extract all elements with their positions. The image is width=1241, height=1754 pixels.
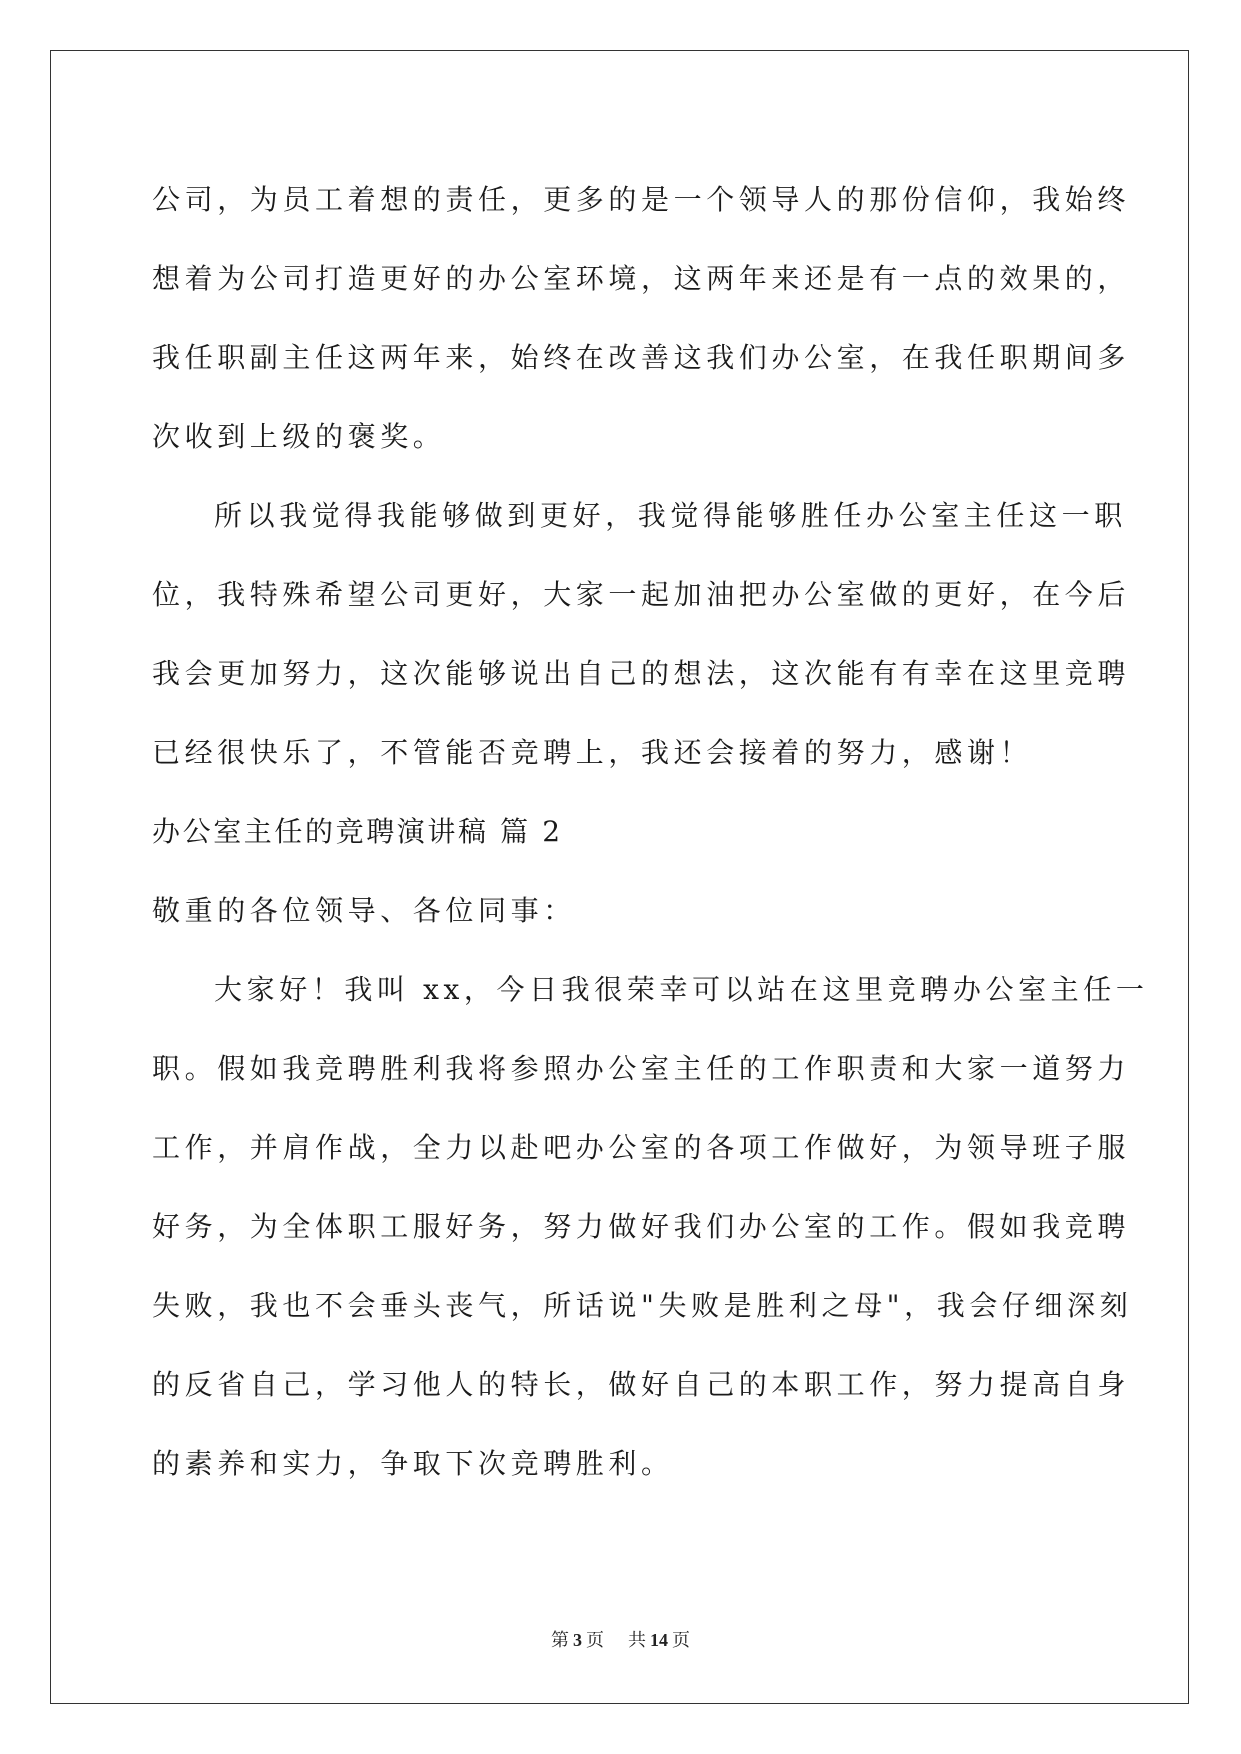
- total-prefix: 共: [628, 1630, 646, 1650]
- text-line: 好务，为全体职工服好务，努力做好我们办公室的工作。假如我竞聘: [152, 1210, 1131, 1243]
- text-line: 想着为公司打造更好的办公室环境，这两年来还是有一点的效果的，: [152, 262, 1131, 295]
- document-body: [152, 160, 1149, 1503]
- page-footer: [0, 1626, 1241, 1652]
- text-line: 我任职副主任这两年来，始终在改善这我们办公室，在我任职期间多: [152, 341, 1131, 374]
- section-heading: 办公室主任的竞聘演讲稿 篇 2: [152, 815, 563, 848]
- salutation: 敬重的各位领导、各位同事：: [152, 894, 576, 927]
- text-line: 职。假如我竞聘胜利我将参照办公室主任的工作职责和大家一道努力: [152, 1052, 1131, 1085]
- total-pages: 14: [650, 1630, 668, 1650]
- text-line: 已经很快乐了，不管能否竞聘上，我还会接着的努力，感谢！: [152, 736, 1033, 769]
- text-line: 的反省自己，学习他人的特长，做好自己的本职工作，努力提高自身: [152, 1368, 1131, 1401]
- text-line: 所以我觉得我能够做到更好，我觉得能够胜任办公室主任这一职: [214, 499, 1127, 532]
- text-line: 次收到上级的褒奖。: [152, 420, 446, 453]
- page-suffix: 页: [586, 1630, 604, 1650]
- text-line: 工作，并肩作战，全力以赴吧办公室的各项工作做好，为领导班子服: [152, 1131, 1131, 1164]
- text-line: 失败，我也不会垂头丧气，所话说"失败是胜利之母"，我会仔细深刻: [152, 1289, 1133, 1322]
- text-line: 我会更加努力，这次能够说出自己的想法，这次能有有幸在这里竞聘: [152, 657, 1131, 690]
- text-line: 的素养和实力，争取下次竞聘胜利。: [152, 1447, 674, 1480]
- page-prefix: 第: [551, 1630, 569, 1650]
- page-number: 3: [573, 1630, 582, 1650]
- text-line: 大家好！我叫 xx，今日我很荣幸可以站在这里竞聘办公室主任一: [214, 973, 1149, 1006]
- text-line: 公司，为员工着想的责任，更多的是一个领导人的那份信仰，我始终: [152, 183, 1131, 216]
- text-line: 位，我特殊希望公司更好，大家一起加油把办公室做的更好，在今后: [152, 578, 1131, 611]
- total-suffix: 页: [672, 1630, 690, 1650]
